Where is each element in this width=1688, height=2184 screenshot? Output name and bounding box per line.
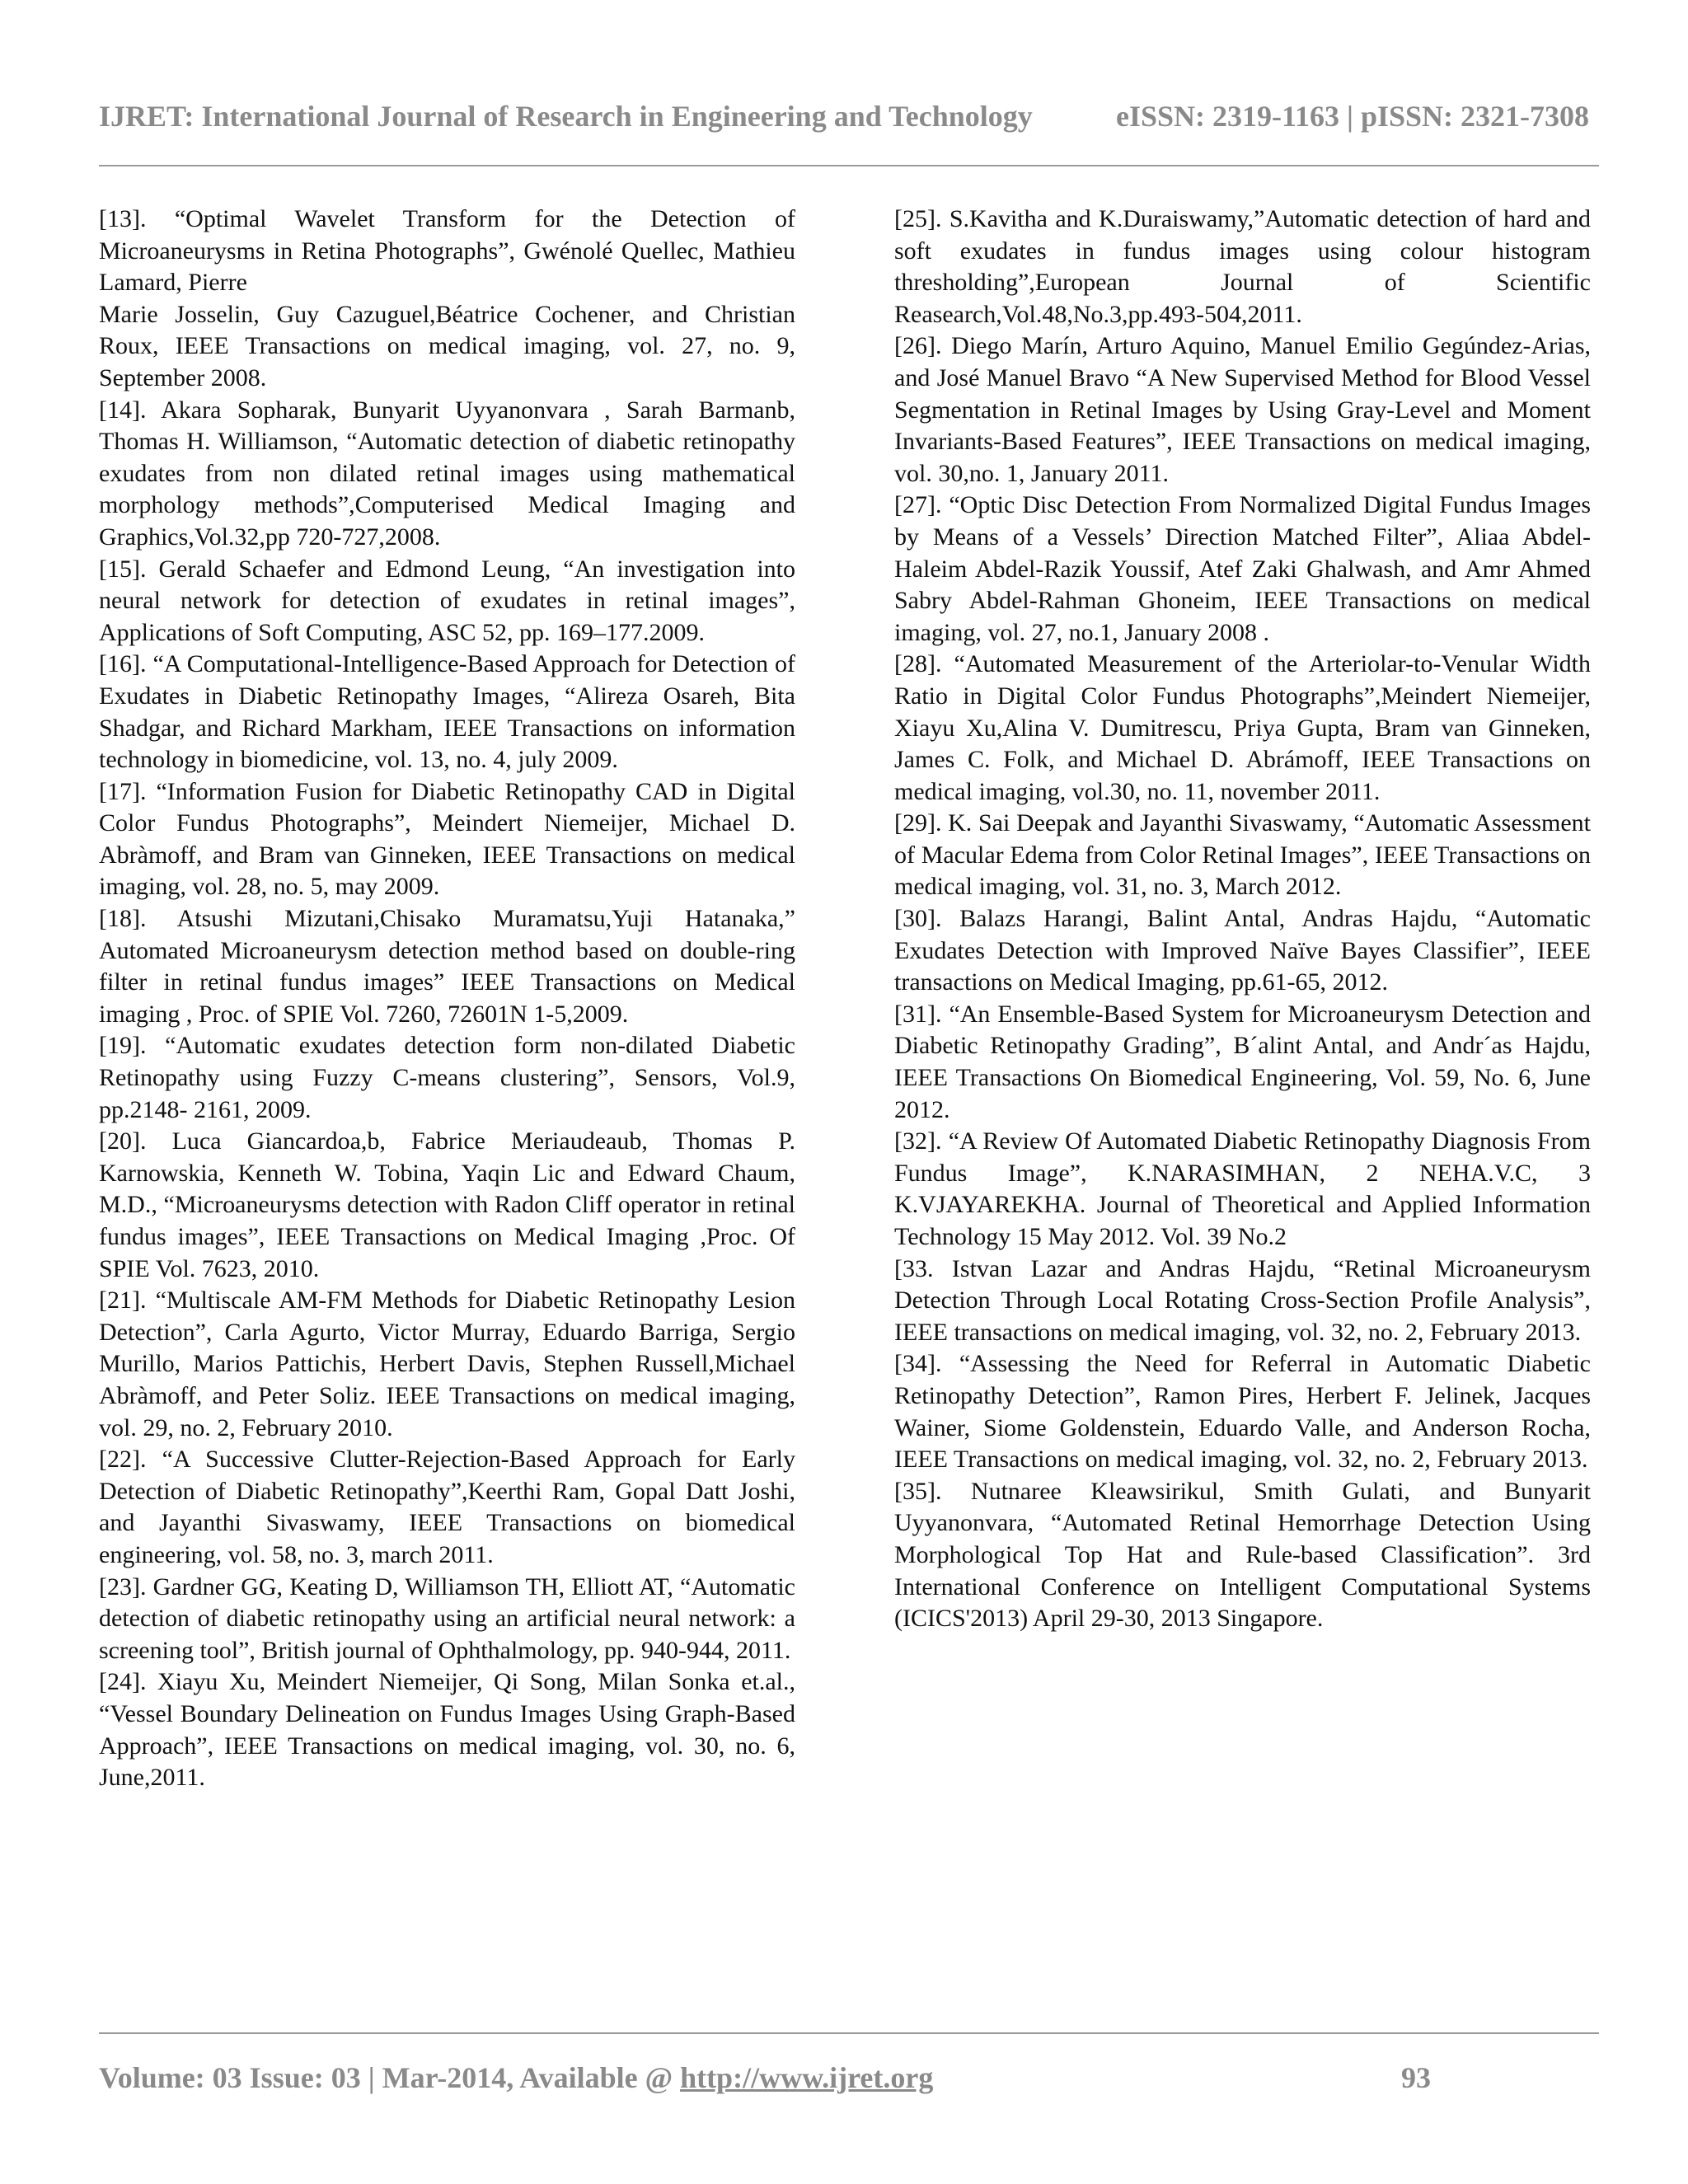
reference-17: [17]. “Information Fusion for Diabetic Retinopathy CAD in Digital Color Fundus Photographs”, Meindert Niemeijer, Michael D. Abràmoff, and Bram van Ginneken, IEEE Transactions on medical imaging, vol. 28, no. 5, may 2009.	[99, 777, 795, 901]
journal-title: IJRET: International Journal of Research in Engineering and Technology	[99, 100, 1033, 133]
reference-24: [24]. Xiayu Xu, Meindert Niemeijer, Qi Song, Milan Sonka et.al., “Vessel Boundary Delineation on Fundus Images Using Graph-Based Approach”, IEEE Transactions on medical imaging, vol. 30, no. 6, June,2011.	[99, 1668, 795, 1792]
reference-35: [35]. Nutnaree Kleawsirikul, Smith Gulati, and Bunyarit Uyyanonvara, “Automated Retinal Hemorrhage Detection Using Morphological Top Hat and Rule-based Classification”. 3rd International Conference on Intelligent Computational Systems (ICICS'2013) April 29-30, 2013 Singapore.	[894, 1477, 1591, 1633]
issn-label: eISSN: 2319-1163 | pISSN: 2321-7308	[1116, 100, 1589, 133]
page-header	[99, 96, 1589, 137]
reference-31: [31]. “An Ensemble-Based System for Microaneurysm Detection and Diabetic Retinopathy Grading”, B´alint Antal, and Andr´as Hajdu, IEEE Transactions On Biomedical Engineering, Vol. 59, No. 6, June 2012.	[894, 1000, 1591, 1123]
references-left-column	[99, 204, 795, 1794]
reference-30: [30]. Balazs Harangi, Balint Antal, Andras Hajdu, “Automatic Exudates Detection with Improved Naïve Bayes Classifier”, IEEE transactions on Medical Imaging, pp.61-65, 2012.	[894, 905, 1591, 996]
reference-26: [26]. Diego Marín, Arturo Aquino, Manuel Emilio Gegúndez-Arias, and José Manuel Bravo “A New Supervised Method for Blood Vessel Segmentation in Retinal Images by Using Gray-Level and Moment Invariants-Based Features”, IEEE Transactions on medical imaging, vol. 30,no. 1, January 2011.	[894, 332, 1591, 487]
reference-27: [27]. “Optic Disc Detection From Normalized Digital Fundus Images by Means of a Vessels’ Direction Matched Filter”, Aliaa Abdel-Haleim Abdel-Razik Youssif, Atef Zaki Ghalwash, and Amr Ahmed Sabry Abdel-Rahman Ghoneim, IEEE Transactions on medical imaging, vol. 27, no.1, January 2008 .	[894, 491, 1591, 646]
reference-18: [18]. Atsushi Mizutani,Chisako Muramatsu,Yuji Hatanaka,” Automated Microaneurysm detection method based on double-ring filter in retinal fundus images” IEEE Transactions on Medical imaging , Proc. of SPIE Vol. 7260, 72601N 1-5,2009.	[99, 905, 795, 1028]
reference-22: [22]. “A Successive Clutter-Rejection-Based Approach for Early Detection of Diabetic Retinopathy”,Keerthi Ram, Gopal Datt Joshi, and Jayanthi Sivaswamy, IEEE Transactions on biomedical engineering, vol. 58, no. 3, march 2011.	[99, 1446, 795, 1568]
footer-divider	[99, 2032, 1599, 2034]
journal-link[interactable]: http://www.ijret.org	[680, 2061, 934, 2094]
reference-29: [29]. K. Sai Deepak and Jayanthi Sivaswamy, “Automatic Assessment of Macular Edema from Color Retinal Images”, IEEE Transactions on medical imaging, vol. 31, no. 3, March 2012.	[894, 809, 1591, 901]
reference-28: [28]. “Automated Measurement of the Arteriolar-to-Venular Width Ratio in Digital Color Fundus Photographs”,Meindert Niemeijer, Xiayu Xu,Alina V. Dumitrescu, Priya Gupta, Bram van Ginneken, James C. Folk, and Michael D. Abrámoff, IEEE Transactions on medical imaging, vol.30, no. 11, november 2011.	[894, 650, 1591, 805]
reference-33: [33. Istvan Lazar and Andras Hajdu, “Retinal Microaneurysm Detection Through Local Rotating Cross-Section Profile Analysis”, IEEE transactions on medical imaging, vol. 32, no. 2, February 2013.	[894, 1254, 1591, 1346]
header-divider	[99, 165, 1599, 166]
reference-25: [25]. S.Kavitha and K.Duraiswamy,”Automatic detection of hard and soft exudates in fundus images using colour histogram thresholding”,European Journal of Scientific Reasearch,Vol.48,No.3,pp.493-504,2011.	[894, 205, 1591, 328]
reference-14: [14]. Akara Sopharak, Bunyarit Uyyanonvara , Sarah Barmanb, Thomas H. Williamson, “Automatic detection of diabetic retinopathy exudates from non dilated retinal images using mathematical morphology methods”,Computerised Medical Imaging and Graphics,Vol.32,pp 720-727,2008.	[99, 396, 795, 551]
reference-13b: Marie Josselin, Guy Cazuguel,Béatrice Cochener, and Christian Roux, IEEE Transactions on medical imaging, vol. 27, no. 9, September 2008.	[99, 300, 795, 391]
reference-15: [15]. Gerald Schaefer and Edmond Leung, “An investigation into neural network for detection of exudates in retinal images”, Applications of Soft Computing, ASC 52, pp. 169–177.2009.	[99, 555, 795, 646]
reference-32: [32]. “A Review Of Automated Diabetic Retinopathy Diagnosis From Fundus Image”, K.NARASIMHAN, 2 NEHA.V.C, 3 K.VJAYAREKHA. Journal of Theoretical and Applied Information Technology 15 May 2012. Vol. 39 No.2	[894, 1127, 1591, 1250]
page-footer	[99, 2057, 933, 2098]
reference-20: [20]. Luca Giancardoa,b, Fabrice Meriaudeaub, Thomas P. Karnowskia, Kenneth W. Tobina, Yaqin Lic and Edward Chaum, M.D., “Microaneurysms detection with Radon Cliff operator in retinal fundus images”, IEEE Transactions on Medical Imaging ,Proc. Of SPIE Vol. 7623, 2010.	[99, 1127, 795, 1282]
reference-19: [19]. “Automatic exudates detection form non-dilated Diabetic Retinopathy using Fuzzy C-means clustering”, Sensors, Vol.9, pp.2148- 2161, 2009.	[99, 1032, 795, 1123]
reference-34: [34]. “Assessing the Need for Referral in Automatic Diabetic Retinopathy Detection”, Ramon Pires, Herbert F. Jelinek, Jacques Wainer, Siome Goldenstein, Eduardo Valle, and Anderson Rocha, IEEE Transactions on medical imaging, vol. 32, no. 2, February 2013.	[894, 1350, 1591, 1474]
reference-21: [21]. “Multiscale AM-FM Methods for Diabetic Retinopathy Lesion Detection”, Carla Agurto, Victor Murray, Eduardo Barriga, Sergio Murillo, Marios Pattichis, Herbert Davis, Stephen Russell,Michael Abràmoff, and Peter Soliz. IEEE Transactions on medical imaging, vol. 29, no. 2, February 2010.	[99, 1286, 795, 1441]
reference-13a: [13]. “Optimal Wavelet Transform for the Detection of Microaneurysms in Retina Photographs”, Gwénolé Quellec, Mathieu Lamard, Pierre	[99, 205, 795, 297]
page-number: 93	[1401, 2061, 1431, 2094]
reference-23: [23]. Gardner GG, Keating D, Williamson TH, Elliott AT, “Automatic detection of diabetic retinopathy using an artificial neural network: a screening tool”, British journal of Ophthalmology, pp. 940-944, 2011.	[99, 1572, 795, 1664]
reference-16: [16]. “A Computational-Intelligence-Based Approach for Detection of Exudates in Diabetic Retinopathy Images, “Alireza Osareh, Bita Shadgar, and Richard Markham, IEEE Transactions on information technology in biomedicine, vol. 13, no. 4, july 2009.	[99, 650, 795, 774]
volume-info: Volume: 03 Issue: 03 | Mar-2014, Available @	[99, 2061, 681, 2094]
references-right-column	[894, 204, 1591, 1635]
